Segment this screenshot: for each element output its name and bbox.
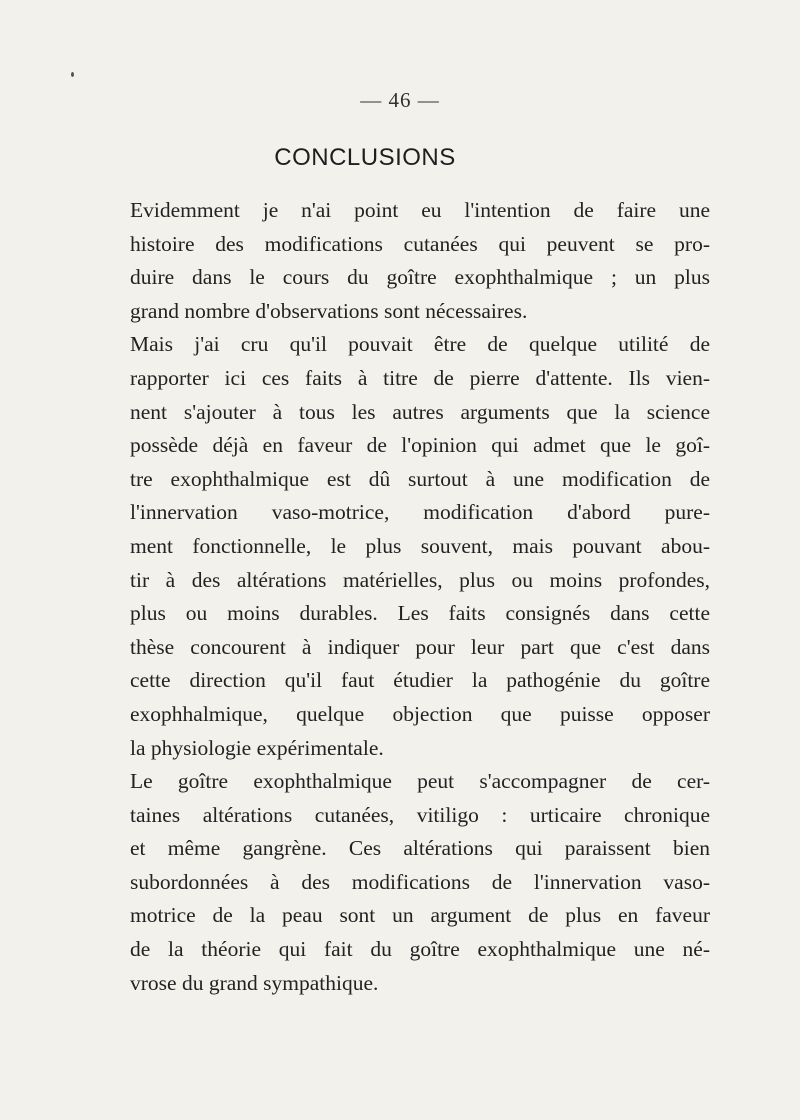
text-line: rapporter ici ces faits à titre de pierre d'attente. Ils vien- [130, 365, 710, 390]
text-line: motrice de la peau sont un argument de plus en faveur [130, 903, 710, 928]
text-line: thèse concourent à indiquer pour leur part que c'est dans [130, 634, 710, 659]
text-line: de la théorie qui fait du goître exophthalmique une né- [130, 937, 710, 962]
text-line: tir à des altérations matérielles, plus ou moins profondes, [130, 567, 710, 592]
text-line: Le goître exophthalmique peut s'accompagner de cer- [130, 769, 710, 794]
text-line: Evidemment je n'ai point eu l'intention de faire une [130, 198, 710, 222]
paragraph-3 [106, 765, 710, 1000]
body-text [106, 194, 710, 1000]
paragraph-2 [106, 328, 710, 765]
page-number: — 46 — [360, 88, 440, 112]
text-line: tre exophthalmique est dû surtout à une modification de [130, 466, 710, 491]
text-line: duire dans le cours du goître exophthalmique ; un plus [130, 265, 710, 290]
text-line: l'innervation vaso-motrice, modification d'abord pure- [130, 500, 710, 525]
text-line: la physiologie expérimentale. [130, 735, 384, 760]
text-line: exophhalmique, quelque objection que puisse opposer [130, 701, 710, 726]
text-line: Mais j'ai cru qu'il pouvait être de quelque utilité de [130, 332, 710, 357]
text-line: subordonnées à des modifications de l'innervation vaso- [130, 869, 710, 894]
text-line: et même gangrène. Ces altérations qui paraissent bien [130, 836, 710, 861]
text-line: nent s'ajouter à tous les autres arguments que la science [130, 399, 710, 424]
text-line: vrose du grand sympathique. [130, 970, 379, 995]
paragraph-1 [106, 194, 710, 328]
text-line: plus ou moins durables. Les faits consignés dans cette [130, 601, 710, 626]
text-line: histoire des modifications cutanées qui peuvent se pro- [130, 231, 710, 256]
text-line: taines altérations cutanées, vitiligo : urticaire chronique [130, 802, 710, 827]
text-line: cette direction qu'il faut étudier la pathogénie du goître [130, 668, 710, 693]
section-heading: CONCLUSIONS [274, 144, 456, 171]
text-line: grand nombre d'observations sont nécessaires. [130, 298, 528, 323]
text-line: ment fonctionnelle, le plus souvent, mais pouvant abou- [130, 533, 710, 558]
text-line: possède déjà en faveur de l'opinion qui admet que le goî- [130, 433, 710, 458]
paper-speck [71, 72, 74, 77]
